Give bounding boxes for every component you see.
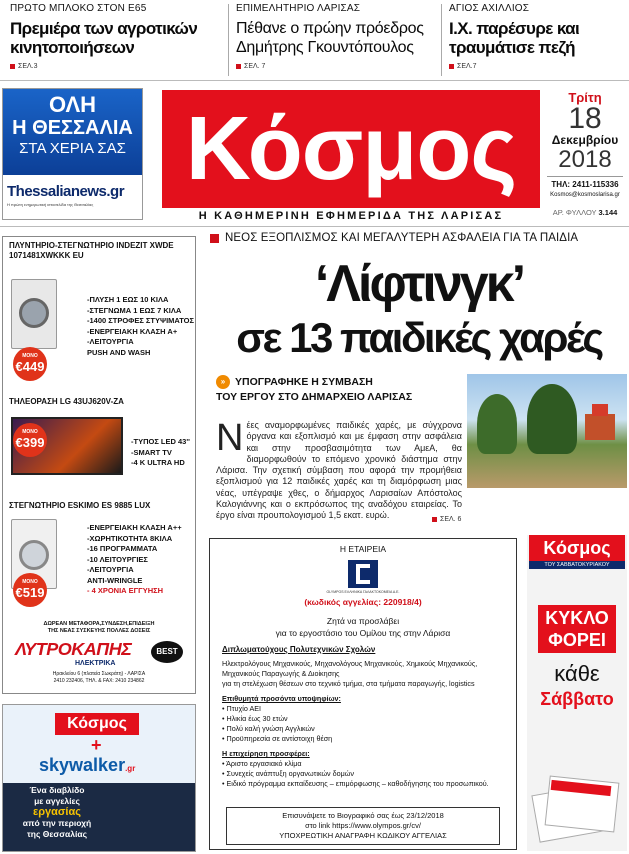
company-name: OLYMPOS ΕΛΛΗΝΙΚΑ ΓΑΛΑΚΤΟΚΟΜΕΙΑ Α.Ε.	[326, 590, 400, 594]
olympos-logo-icon	[348, 560, 378, 588]
teaser-page-ref: ΣΕΛ.3	[10, 63, 225, 70]
washing-machine-icon	[11, 279, 57, 349]
ad-line-3: ΣΤΑ ΧΕΡΙΑ ΣΑΣ	[19, 140, 126, 157]
delivery-note: ΔΩΡΕΑΝ ΜΕΤΑΦΟΡΑ,ΣΥΝΔΕΣΗ,ΕΠΙΔΕΙΞΗ ΤΗΣ ΝΕΑΣ ΣΥΣΚΕΥΗΣ ΠΟΛΛΕΣ ΔΟΣΕΙΣ	[43, 621, 155, 634]
date-rule	[547, 176, 623, 177]
product-3-features: -ΕΝΕΡΓΕΙΑΚΗ ΚΛΑΣΗ Α++ -ΧΩΡΗΤΙΚΟΤΗΤΑ 8ΚΙΛΑ -16 ΠΡΟΓΡΑΜΜΑΤΑ -10 ΛΕΙΤΟΥΡΓΙΕΣ -ΛΕΙΤΟΥΡΓΙΑ ANTI-WRINGLE - 4 ΧΡΟΝΙΑ ΕΓΓΥΗΣΗ	[87, 523, 182, 595]
plus-sign: +	[91, 735, 102, 755]
saturday-edition-ad[interactable]	[527, 535, 627, 851]
story-page-ref: ΣΕΛ. 6	[432, 516, 461, 523]
teaser-strip	[0, 0, 629, 84]
skywalker-text: Ένα διαβλίδο με αγγελίες εργασίας από την περιοχή της Θεσσαλίας	[22, 785, 92, 839]
cv-box: Επισυνάψετε το Βιογραφικό σας έως 23/12/2018 στο link https://www.olympos.gr/cv/ ΥΠΟΧΡΕΩΤΙΚΗ ΑΝΑΓΡΑΦΗ ΚΩΔΙΚΟΥ ΑΓΓΕΛΙΑΣ	[226, 807, 500, 845]
saturday-sub: ΤΟΥ ΣΑΒΒΑΤΟΚΥΡΙΑΚΟΥ	[529, 561, 625, 569]
story-overline: ΝΕΟΣ ΕΞΟΠΛΙΣΜΟΣ ΚΑΙ ΜΕΓΑΛΥΤΕΡΗ ΑΣΦΑΛΕΙΑ ΓΙΑ ΤΑ ΠΑΙΔΙΑ	[210, 232, 628, 244]
playground-photo	[467, 374, 627, 488]
teaser-strip-rule	[0, 80, 629, 81]
saturday-day: Σάββατο	[540, 689, 614, 709]
company-label: Η ΕΤΑΙΡΕΙΑ	[339, 544, 387, 554]
dropcap: Ν	[216, 417, 244, 459]
story-headline-1: ‘Λίφτινγκ’	[314, 255, 524, 313]
teaser-kicker: ΠΡΩΤΟ ΜΠΛΟΚΟ ΣΤΟΝ Ε65	[10, 3, 147, 14]
price-badge: ΜΟΝΟ €519	[13, 573, 47, 607]
teaser-3[interactable]	[449, 3, 624, 70]
lytrokapis-ad[interactable]	[2, 236, 196, 694]
product-2-features: -ΤΥΠΟΣ LED 43'' -SMART TV -4 K ULTRA HD	[131, 437, 190, 467]
store-address: Ηρακλείου 6 (πλατεία Σωκράτη) - ΛΑΡΙΣΑ 2410 232406, ΤΗΛ. & FAX: 2410 234862	[52, 671, 146, 684]
red-square-icon	[236, 64, 241, 69]
day: 18	[568, 102, 602, 135]
date-box	[543, 90, 627, 226]
store-logo: ΛΥΤΡΟΚΑΠΗΣ ΗΛΕΚΤΡΙΚΑ	[15, 639, 132, 667]
price-badge: ΜΟΝΟ €399	[13, 423, 47, 457]
red-square-icon	[10, 64, 15, 69]
story-subhead: » ΥΠΟΓΡΑΦΗΚΕ Η ΣΥΜΒΑΣΗ ΤΟΥ ΕΡΓΟΥ ΣΤΟ ΔΗΜΑΡΧΕΙΟ ΛΑΡΙΣΑΣ	[216, 376, 413, 403]
divider	[228, 4, 229, 76]
masthead-rule	[0, 226, 629, 227]
teaser-2[interactable]	[236, 3, 436, 70]
red-square-icon	[432, 517, 437, 522]
teaser-kicker: ΑΓΙΟΣ ΑΧΙΛΛΙΟΣ	[449, 3, 530, 14]
saturday-red-panel: ΚΥΚΛΟ ΦΟΡΕΙ	[538, 605, 616, 653]
skywalker-logo: skywalker.gr	[39, 755, 136, 775]
teaser-page-ref: ΣΕΛ. 7	[236, 63, 436, 70]
product-3-title: ΣΤΕΓΝΩΤΗΡΙΟ ESKIMO ES 9885 LUX	[9, 501, 151, 510]
story-body: Νέες αναμορφωμένες παιδικές χαρές, με σύγχρονα όργανα και εξοπλισμό και με έμφαση στην ασφάλεια και στην προσβασιμότητα των ΑμεΑ, θα διαμορφωθούν το επόμενο χρονικό διάστημα στην Λάρισα. Την σχετική σύμβαση που αφορά την προμήθεια εξοπλισμού για 12 παιδικές χαρές και τη διαμόρφωση μιας νέας, υπέγραψε χθες, ο δήμαρχος Λαρισαίων Απόστολος Καλογιάννης και ο εκπρόσωπος της αναδόχου εταιρείας. Το έργο είναι προυπολογισμού 1,5 εκατ. ευρώ.	[216, 417, 462, 521]
skywalker-ad[interactable]	[2, 704, 196, 852]
ad-line-1: ΟΛΗ	[48, 92, 97, 117]
ad-code: (κωδικός αγγελίας: 220918/4)	[304, 597, 422, 607]
teaser-1[interactable]	[10, 3, 225, 70]
job-body: Διπλωματούχους Πολυτεχνικών Σχολών Ηλεκτρολόγους Μηχανικούς, Μηχανολόγους Μηχανικούς, Χημικούς Μηχανικούς, Μηχανικούς Παραγωγής & Διοίκησης για τη στελέχωση θέσεων στο τεχνικό τμήμα, στα τμήματα παραγωγής, logistics Επιθυμητά προσόντα υποψηφίων: • Πτυχίο ΑΕΙ • Ηλικία έως 30 ετών • Πολύ καλή γνώση Αγγλικών • Προϋπηρεσία σε αντίστοιχη θέση Η επιχείρηση προσφέρει: • Άριστο εργασιακό κλίμα • Συνεχείς ανάπτυξη οργανωτικών δομών • Ειδικό πρόγραμμα εκπαίδευσης – επιμόρφωσης – καθοδήγησης του προσωπικού.	[222, 645, 489, 788]
month: Δεκεμβρίου	[551, 133, 619, 147]
price-badge: ΜΟΝΟ €449	[13, 347, 47, 381]
thessalianews-banner	[3, 89, 142, 175]
product-1-features: -ΠΛΥΣΗ 1 ΕΩΣ 10 ΚΙΛΑ -ΣΤΕΓΝΩΜΑ 1 ΕΩΣ 7 ΚΙΛΑ -1400 ΣΤΡΟΦΕΣ ΣΤΥΨΙΜΑΤΟΣ -ΕΝΕΡΓΕΙΑΚΗ ΚΛΑΣΗ Α+ -ΛΕΙΤΟΥΡΓΙΑ PUSH AND WASH	[87, 295, 194, 357]
weekday: Τρίτη	[568, 90, 602, 105]
product-2-title: ΤΗΛΕΟΡΑΣΗ LG 43UJ620V-ZA	[9, 397, 124, 406]
thessalianews-logo: Thessalianews.gr Η πρώτη ενημερωτική ιστοσελίδα της Θεσσαλίας	[7, 183, 125, 207]
issue: ΑΡ. ΦΥΛΛΟΥ 3.144	[552, 208, 618, 217]
red-square-icon	[449, 64, 454, 69]
newspaper-stack-icon	[535, 771, 621, 841]
product-1-title: ΠΛΥΝΤΗΡΙΟ-ΣΤΕΓΝΩΤΗΡΙΟ INDEZIT XWDE 1071481XWKKK EU	[9, 241, 174, 260]
teaser-title: Πέθανε ο πρώην πρόεδρος Δημήτρης Γκουντόπουλος	[236, 20, 424, 56]
red-square-icon	[210, 234, 219, 243]
best-badge: BEST	[151, 641, 183, 663]
thessalianews-ad[interactable]	[2, 88, 143, 220]
job-ad[interactable]	[209, 538, 517, 850]
saturday-every: κάθε	[554, 661, 600, 686]
masthead-tagline: Η ΚΑΘΗΜΕΡΙΝΗ ΕΦΗΜΕΡΙΔΑ ΤΗΣ ΛΑΡΙΣΑΣ	[198, 210, 504, 222]
masthead-logo: Κόσμος	[185, 99, 517, 199]
phone: ΤΗΛ: 2411-115336	[551, 180, 619, 189]
teaser-title: Πρεμιέρα των αγροτικών κινητοποιήσεων	[10, 19, 198, 57]
teaser-kicker: ΕΠΙΜΕΛΗΤΗΡΙΟ ΛΑΡΙΣΑΣ	[236, 3, 361, 14]
story-headline-2: σε 13 παιδικές χαρές	[236, 314, 602, 361]
masthead	[162, 90, 540, 208]
teaser-page-ref: ΣΕΛ.7	[449, 63, 624, 70]
ad-line-2: Η ΘΕΣΣΑΛΙΑ	[12, 117, 133, 139]
divider	[441, 4, 442, 76]
seeks: Ζητά να προσλάβει για το εργοστάσιο του Ομίλου της στην Λάρισα	[275, 616, 451, 638]
kosmos-mini-logo: Κόσμος	[55, 713, 139, 735]
arrow-icon: »	[216, 375, 230, 389]
main-story[interactable]	[210, 232, 628, 522]
teaser-title: Ι.Χ. παρέσυρε και τραυμάτισε πεζή	[449, 19, 580, 57]
saturday-logo: Κόσμος	[529, 535, 625, 561]
email: Kosmos@kosmoslarisa.gr	[550, 192, 620, 198]
year: 2018	[558, 146, 612, 173]
